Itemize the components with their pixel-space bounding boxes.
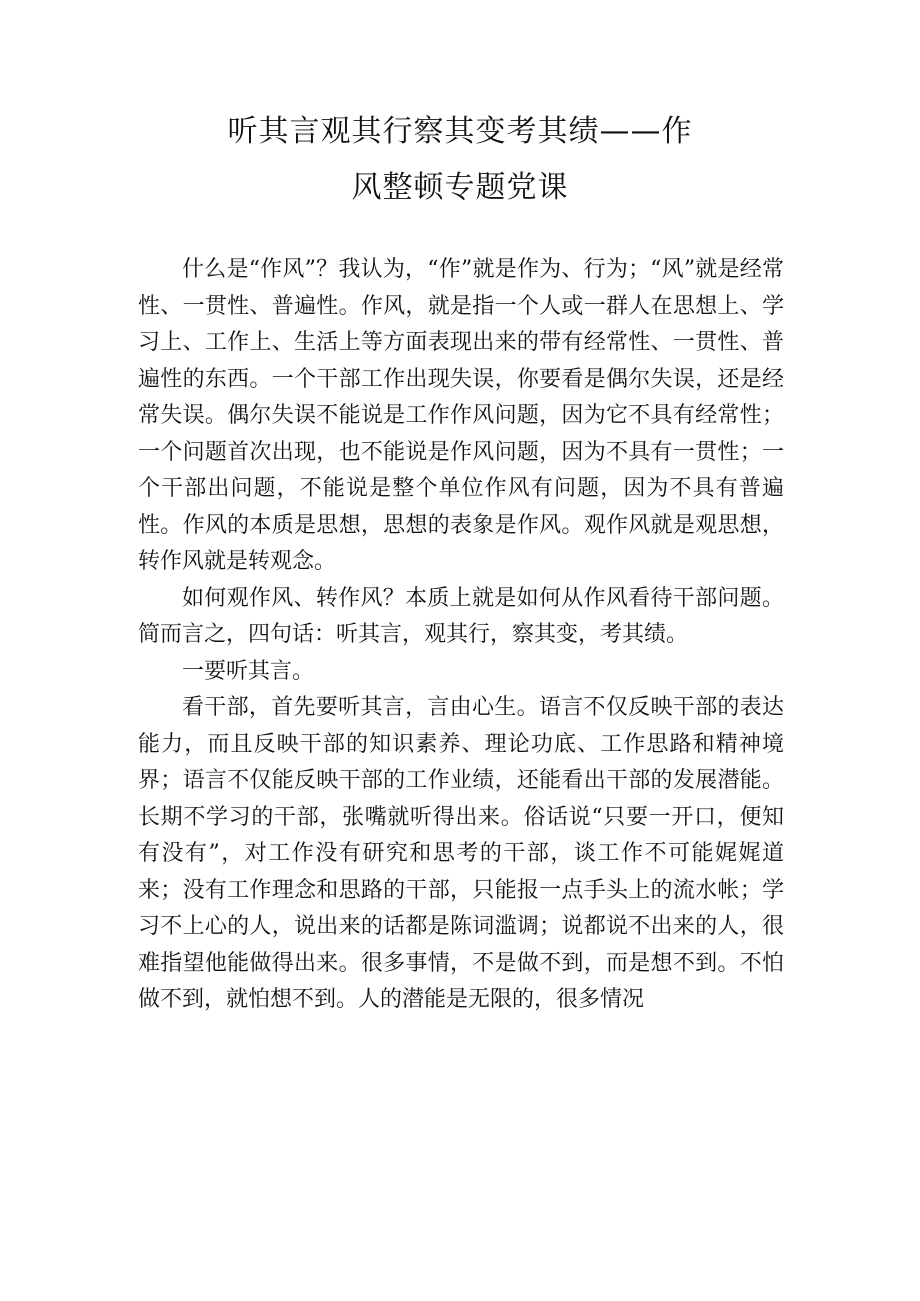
paragraph-listen-detail: 看干部，首先要听其言，言由心生。语言不仅反映干部的表达能力，而且反映干部的知识素养、理论功底、工作思路和精神境界；语言不仅能反映干部的工作业绩，还能看出干部的发展潜能。长期不学习的干部，张嘴就听得出来。俗话说“只要一开口，便知有没有”，对工作没有研究和思考的干部，谈工作不可能娓娓道来；没有工作理念和思路的干部，只能报一点手头上的流水帐；学习不上心的人，说出来的话都是陈词滥调；说都说不出来的人，很难指望他能做得出来。很多事情，不是做不到，而是想不到。不怕做不到，就怕想不到。人的潜能是无限的，很多情况 xyxy=(138,695,784,1012)
title-line-2: 风整顿专题党课 xyxy=(351,170,569,205)
paragraph-heading-listen: 一要听其言。 xyxy=(182,658,315,684)
paragraph-how-to-observe: 如何观作风、转作风？本质上就是如何从作风看待干部问题。简而言之，四句话：听其言，观其行，察其变，考其绩。 xyxy=(138,585,784,647)
title-line-1: 听其言观其行察其变考其绩——作 xyxy=(227,114,693,149)
document-body xyxy=(138,252,784,1019)
document-title xyxy=(138,104,782,216)
paragraph-what-is-style: 什么是“作风”？我认为，“作”就是作为、行为；“风”就是经常性、一贯性、普遍性。作风，就是指一个人或一群人在思想上、学习上、工作上、生活上等方面表现出来的带有经常性、一贯性、普遍性的东西。一个干部工作出现失误，你要看是偶尔失误，还是经常失误。偶尔失误不能说是工作作风问题，因为它不具有经常性；一个问题首次出现，也不能说是作风问题，因为不具有一贯性；一个干部出问题，不能说是整个单位作风有问题，因为不具有普遍性。作风的本质是思想，思想的表象是作风。观作风就是观思想，转作风就是转观念。 xyxy=(138,257,784,574)
